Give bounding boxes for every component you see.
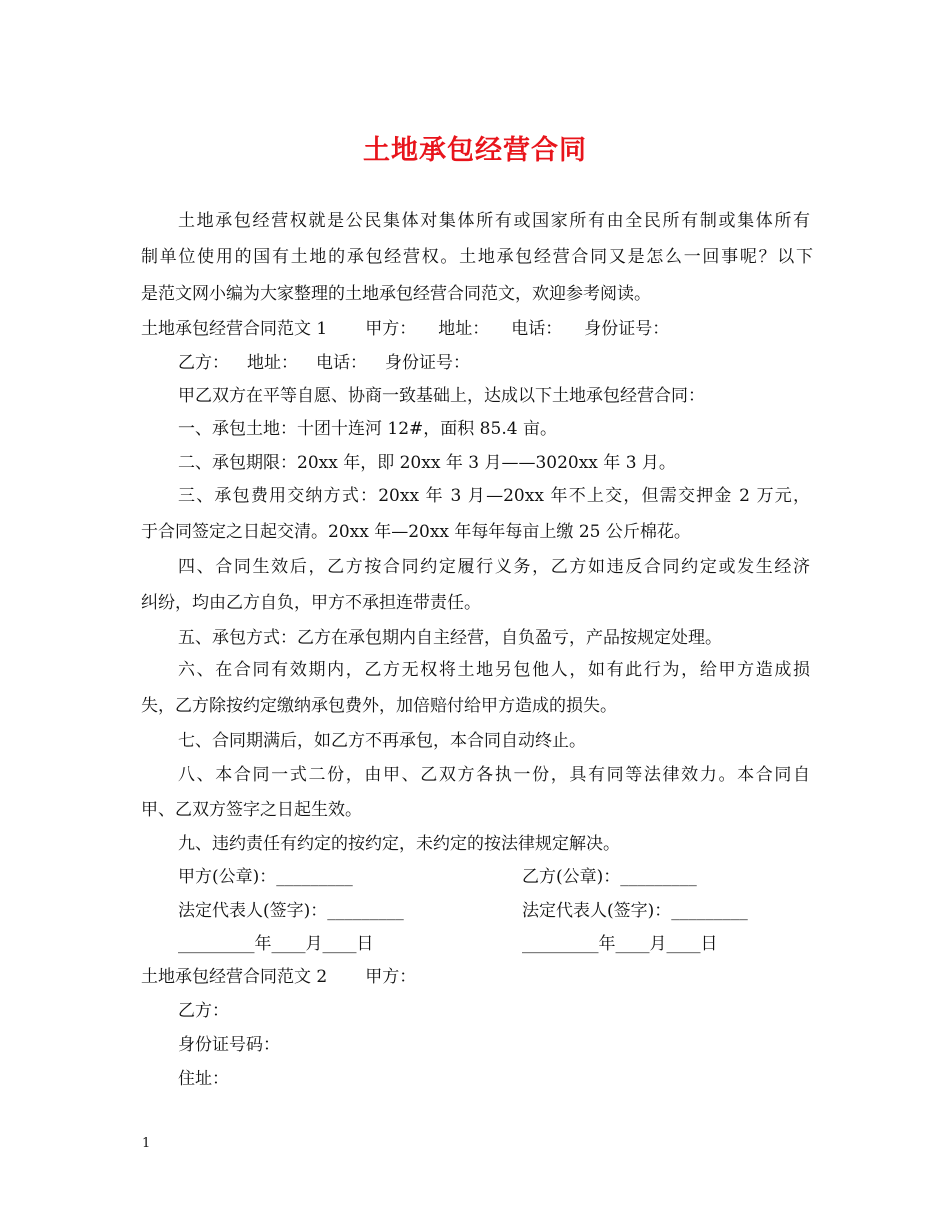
clause-line: 一、承包土地：十团十连河 12#，面积 85.4 亩。 xyxy=(178,419,557,439)
clause-line: 失，乙方除按约定缴纳承包费外，加倍赔付给甲方造成的损失。 xyxy=(141,696,617,716)
page-number: 1 xyxy=(142,1136,151,1151)
party-b-representative: 法定代表人(签字)：_________ xyxy=(522,901,748,921)
party-b-date: _________年____月____日 xyxy=(522,934,718,954)
party-a-id-label: 身份证号： xyxy=(584,319,670,339)
clause-line: 九、违约责任有约定的按约定，未约定的按法律规定解决。 xyxy=(178,834,620,854)
party-b-line xyxy=(178,352,470,374)
party-a-seal: 甲方(公章)：_________ xyxy=(178,867,353,887)
agreement-intro: 甲乙双方在平等自愿、协商一致基础上，达成以下土地承包经营合同： xyxy=(178,386,705,406)
clause-line: 纠纷，均由乙方自负，甲方不承担连带责任。 xyxy=(141,593,481,613)
clause-line: 于合同签定之日起交清。20xx 年—20xx 年每年每亩上缴 25 公斤棉花。 xyxy=(141,522,691,542)
party-a-representative: 法定代表人(签字)：_________ xyxy=(178,901,404,921)
sample2-heading: 土地承包经营合同范文 2 xyxy=(141,967,328,987)
clause-line: 四、合同生效后，乙方按合同约定履行义务，乙方如违反合同约定或发生经济 xyxy=(178,557,810,577)
party-b-id-label: 身份证号： xyxy=(385,353,470,373)
party-b-seal: 乙方(公章)：_________ xyxy=(522,867,697,887)
party-b-phone-label: 电话： xyxy=(316,353,367,373)
party-a-address-label: 地址： xyxy=(438,319,490,339)
sample2-address-label: 住址： xyxy=(178,1069,229,1089)
clause-line: 八、本合同一式二份，由甲、乙双方各执一份，具有同等法律效力。本合同自 xyxy=(178,765,810,785)
sample2-party-a-label: 甲方： xyxy=(365,967,417,987)
sample2-header-line xyxy=(141,966,416,988)
intro-line-1: 土地承包经营权就是公民集体对集体所有或国家所有由全民所有制或集体所有 xyxy=(178,211,810,231)
clause-line: 二、承包期限：20xx 年，即 20xx 年 3 月——3020xx 年 3 月。 xyxy=(178,453,676,473)
sample2-id-label: 身份证号码： xyxy=(178,1035,280,1055)
document-title: 土地承包经营合同 xyxy=(363,135,587,166)
party-a-label: 甲方： xyxy=(365,319,417,339)
intro-line-2: 制单位使用的国有土地的承包经营权。土地承包经营合同又是怎么一回事呢？以下 xyxy=(141,247,813,267)
intro-line-3: 是范文网小编为大家整理的土地承包经营合同范文，欢迎参考阅读。 xyxy=(141,284,651,304)
party-b-label: 乙方： xyxy=(178,353,229,373)
sample1-header-line xyxy=(141,318,669,340)
clause-line: 三、承包费用交纳方式：20xx 年 3 月—20xx 年不上交，但需交押金 2 万元， xyxy=(178,486,810,506)
party-b-address-label: 地址： xyxy=(247,353,298,373)
clause-line: 六、在合同有效期内，乙方无权将土地另包他人，如有此行为，给甲方造成损 xyxy=(178,660,810,680)
clause-line: 七、合同期满后，如乙方不再承包，本合同自动终止。 xyxy=(178,731,586,751)
clause-line: 甲、乙双方签字之日起生效。 xyxy=(141,800,362,820)
sample2-party-b-label: 乙方： xyxy=(178,1001,229,1021)
party-a-phone-label: 电话： xyxy=(511,319,563,339)
sample1-heading: 土地承包经营合同范文 1 xyxy=(141,319,328,339)
party-a-date: _________年____月____日 xyxy=(178,934,374,954)
clause-line: 五、承包方式：乙方在承包期内自主经营，自负盈亏，产品按规定处理。 xyxy=(178,628,722,648)
